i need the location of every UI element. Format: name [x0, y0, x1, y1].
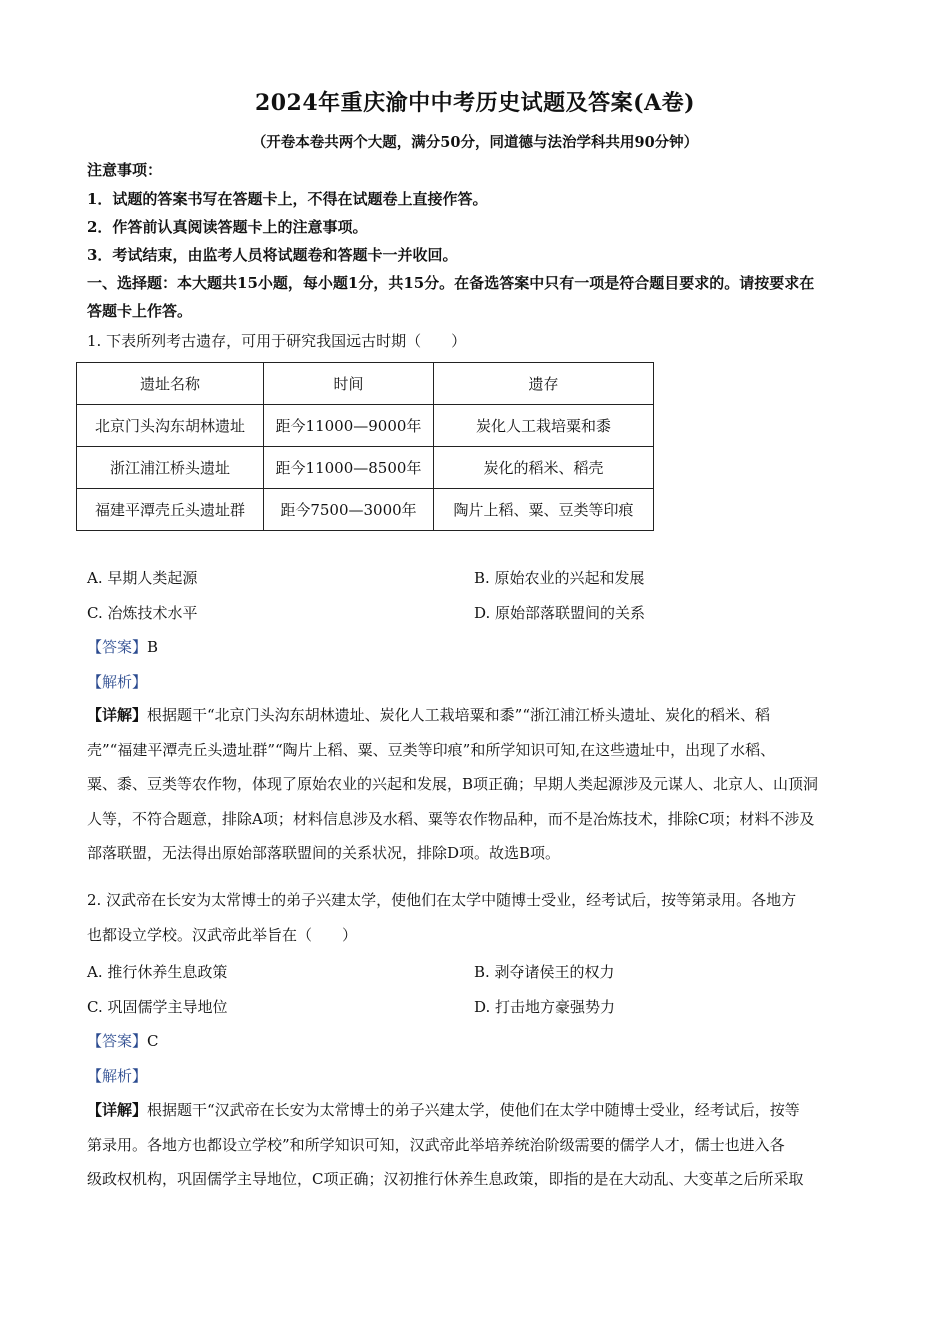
notice-item: 2．作答前认真阅读答题卡上的注意事项。 — [87, 218, 368, 236]
detail-line: 第录用。各地方也都设立学校”和所学知识可知，汉武帝此举培养统治阶级需要的儒学人才，儒士也进入各 — [87, 1135, 785, 1154]
q1-option-c: C. 冶炼技术水平 — [87, 604, 198, 622]
question-1-stem: 1. 下表所列考古遗存，可用于研究我国远古时期（ ） — [87, 332, 467, 350]
question-2-stem — [87, 883, 867, 952]
table-header-cell: 遗存 — [434, 363, 654, 405]
q2-option-c: C. 巩固儒学主导地位 — [87, 998, 228, 1016]
q2-option-d: D. 打击地方豪强势力 — [474, 998, 616, 1016]
q2-detail — [87, 1093, 867, 1197]
notice-heading: 注意事项： — [87, 161, 163, 179]
stem-line: 也都设立学校。汉武帝此举旨在（ ） — [87, 925, 358, 944]
notice-item: 1．试题的答案书写在答题卡上，不得在试题卷上直接作答。 — [87, 190, 488, 208]
table-cell: 距今11000—8500年 — [264, 447, 434, 489]
table-cell: 距今7500—3000年 — [264, 489, 434, 531]
detail-line: 【详解】根据题干“北京门头沟东胡林遗址、炭化人工栽培粟和黍”“浙江浦江桥头遗址、炭化的稻米、稻 — [87, 706, 771, 724]
table-cell: 浙江浦江桥头遗址 — [77, 447, 264, 489]
detail-line: 【详解】根据题干“汉武帝在长安为太常博士的弟子兴建太学，使他们在太学中随博士受业，经考试后，按等 — [87, 1101, 800, 1119]
answer-tag: 【答案】 — [87, 1032, 148, 1050]
section-heading: 一、选择题：本大题共15小题，每小题1分，共15分。在备选答案中只有一项是符合题目要求的。请按要求在 — [87, 274, 815, 292]
notice-item: 3．考试结束，由监考人员将试题卷和答题卡一并收回。 — [87, 246, 458, 264]
answer-value: B — [147, 638, 159, 656]
q2-option-b: B. 剥夺诸侯王的权力 — [474, 963, 615, 981]
answer-value: C — [147, 1032, 159, 1050]
table-cell: 北京门头沟东胡林遗址 — [77, 405, 264, 447]
table-cell: 炭化人工栽培粟和黍 — [434, 405, 654, 447]
table-row — [77, 489, 654, 531]
detail-line: 壳”“福建平潭壳丘头遗址群”“陶片上稻、粟、豆类等印痕”和所学知识可知,在这些遗址中，出现了水稻、 — [87, 740, 776, 759]
answer-tag: 【答案】 — [87, 638, 148, 656]
q1-option-d: D. 原始部落联盟间的关系 — [474, 604, 646, 622]
q1-detail — [87, 698, 867, 871]
detail-line: 部落联盟，无法得出原始部落联盟间的关系状况，排除D项。故选B项。 — [87, 844, 561, 862]
q1-option-a: A. 早期人类起源 — [87, 569, 198, 587]
detail-tag: 【详解】 — [87, 1101, 148, 1119]
q1-option-b: B. 原始农业的兴起和发展 — [474, 569, 645, 587]
stem-line: 2. 汉武帝在长安为太常博士的弟子兴建太学，使他们在太学中随博士受业，经考试后，按等第录用。各地方 — [87, 891, 797, 909]
q1-answer — [87, 637, 158, 657]
q1-analysis-tag: 【解析】 — [87, 673, 148, 691]
table-header-cell: 时间 — [264, 363, 434, 405]
section-heading-cont: 答题卡上作答。 — [87, 302, 193, 320]
detail-line: 粟、黍、豆类等农作物，体现了原始农业的兴起和发展，B项正确；早期人类起源涉及元谋人、北京人、山顶洞 — [87, 775, 819, 793]
table-cell: 炭化的稻米、稻壳 — [434, 447, 654, 489]
q2-analysis-tag: 【解析】 — [87, 1067, 148, 1085]
page-title: 2024年重庆渝中中考历史试题及答案(A卷) — [254, 90, 696, 116]
table-row — [77, 447, 654, 489]
detail-line: 级政权机构，巩固儒学主导地位，C项正确；汉初推行休养生息政策，即指的是在大动乱、大变革之后所采取 — [87, 1170, 804, 1188]
table-row — [77, 405, 654, 447]
table-header-row — [77, 363, 654, 405]
table-cell: 陶片上稻、粟、豆类等印痕 — [434, 489, 654, 531]
relic-table — [76, 362, 654, 531]
q2-answer — [87, 1031, 159, 1051]
page-subtitle: （开卷本卷共两个大题，满分50分，同道德与法治学科共用90分钟） — [251, 134, 699, 151]
detail-line: 人等，不符合题意，排除A项；材料信息涉及水稻、粟等农作物品种，而不是冶炼技术，排除C项；材料不涉及 — [87, 809, 815, 828]
table-cell: 福建平潭壳丘头遗址群 — [77, 489, 264, 531]
table-cell: 距今11000—9000年 — [264, 405, 434, 447]
table-header-cell: 遗址名称 — [77, 363, 264, 405]
q2-option-a: A. 推行休养生息政策 — [87, 963, 228, 981]
detail-tag: 【详解】 — [87, 706, 148, 724]
